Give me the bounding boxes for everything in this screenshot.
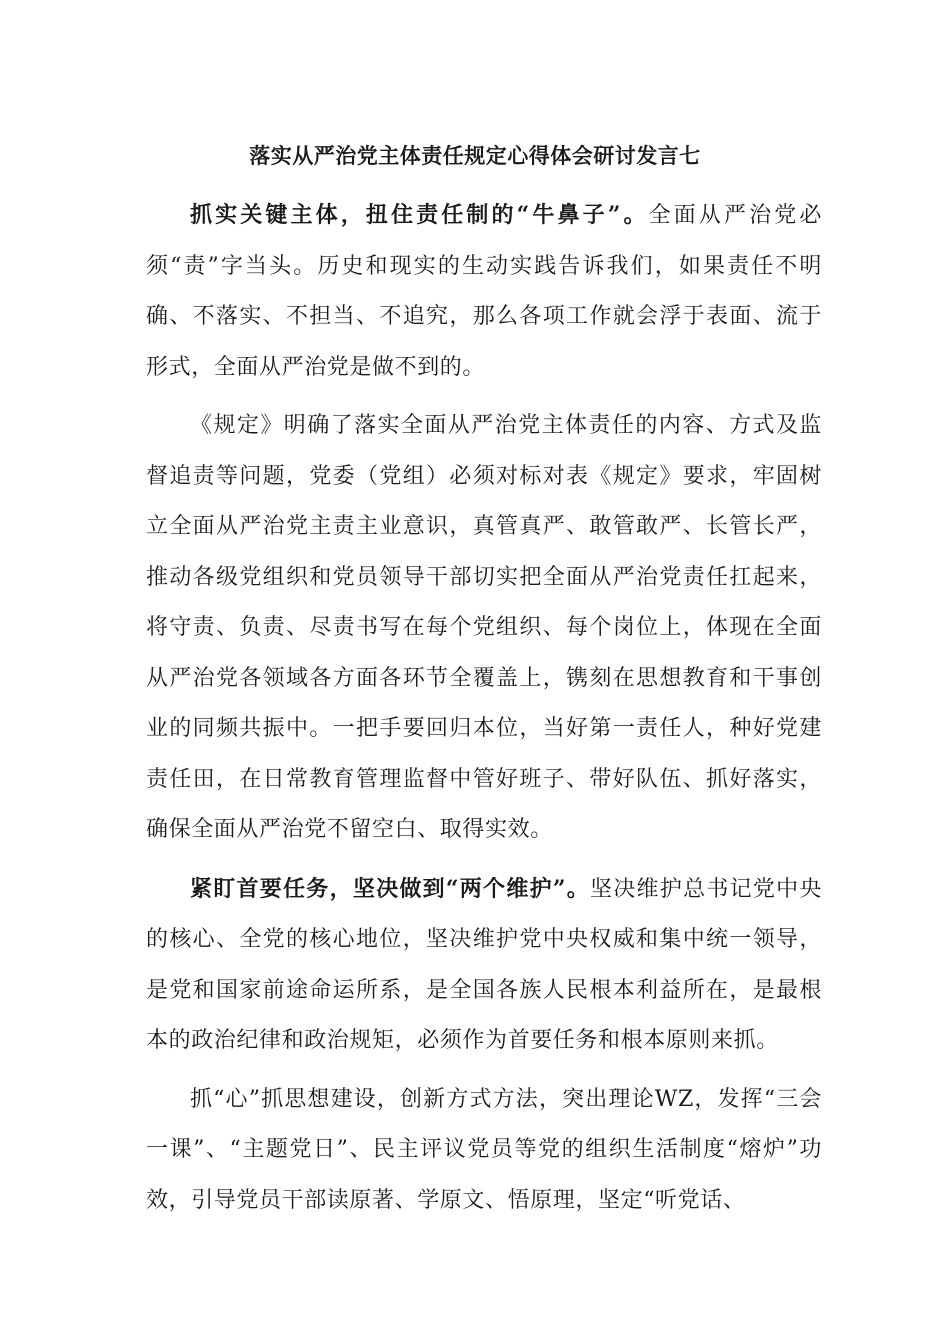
paragraph-3 <box>146 864 822 1067</box>
paragraph-4 <box>146 1075 822 1227</box>
paragraph-3-text: 坚决维护总书记党中央的核心、全党的核心地位，坚决维护党中央权威和集中统一领导，是党和国家前途命运所系，是全国各族人民根本利益所在，是最根本的政治纪律和政治规矩，必须作为首要任务和根本原则来抓。 <box>146 876 822 1053</box>
paragraph-2 <box>146 401 822 856</box>
paragraph-4-text: 抓“心”抓思想建设，创新方式方法，突出理论WZ，发挥“三会一课”、“主题党日”、民主评议党员等党的组织生活制度“熔炉”功效，引导党员干部读原著、学原文、悟原理，坚定“听党话、 <box>146 1086 822 1213</box>
document-title: 落实从严治党主体责任规定心得体会研讨发言七 <box>249 143 701 168</box>
paragraph-1-text: 全面从严治党必须“责”字当头。历史和现实的生动实践告诉我们，如果责任不明确、不落实、不担当、不追究，那么各项工作就会浮于表面、流于形式，全面从严治党是做不到的。 <box>146 203 822 380</box>
document-body <box>146 190 822 1234</box>
paragraph-3-lead: 紧盯首要任务，坚决做到“两个维护”。 <box>190 875 591 902</box>
paragraph-1-lead: 抓实关键主体，扭住责任制的“牛鼻子”。 <box>190 202 649 228</box>
paragraph-1 <box>146 190 822 393</box>
paragraph-2-text: 《规定》明确了落实全面从严治党主体责任的内容、方式及监督追责等问题，党委（党组）必须对标对表《规定》要求，牢固树立全面从严治党主责主业意识，真管真严、敢管敢严、长管长严，推动各级党组织和党员领导干部切实把全面从严治党责任扛起来，将守责、负责、尽责书写在每个党组织、每个岗位上，体现在全面从严治党各领域各方面各环节全覆盖上，镌刻在思想教育和干事创业的同频共振中。一把手要回归本位，当好第一责任人，种好党建责任田，在日常教育管理监督中管好班子、带好队伍、抓好落实，确保全面从严治党不留空白、取得实效。 <box>146 413 822 842</box>
